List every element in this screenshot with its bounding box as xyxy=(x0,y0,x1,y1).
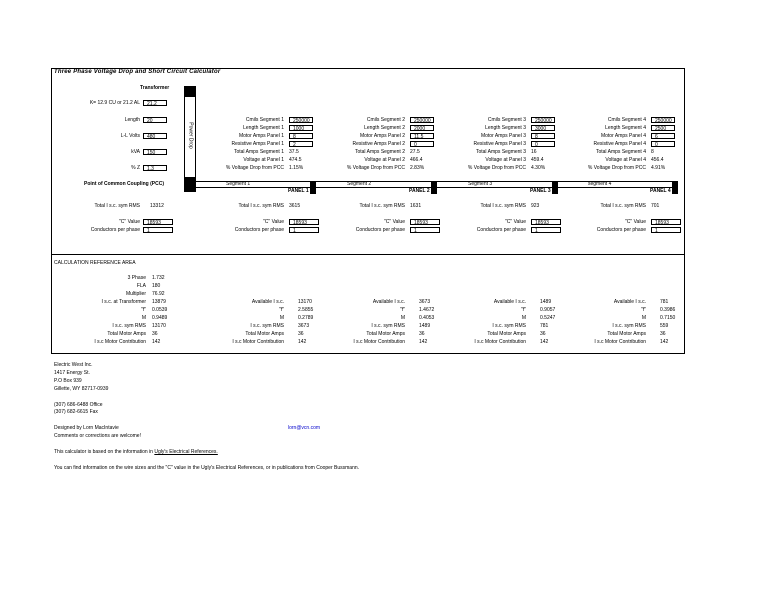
panel-4-isc-label: Total I s.c. sym RMS xyxy=(600,203,646,209)
ref-panel-3-value: 0.9057 xyxy=(540,307,556,313)
segment-1-label: Segment 1 xyxy=(226,181,251,187)
panel-1-motor-label: Motor Amps Panel 1 xyxy=(238,133,284,139)
ref-panel-4-label: Available I s.c. xyxy=(613,299,646,305)
ref-panel-3-label: Total Motor Amps xyxy=(487,331,526,337)
panel-1-cmils-input[interactable]: 250000 xyxy=(289,117,313,123)
panel-3-length-input[interactable]: 3000 xyxy=(531,125,555,131)
ref-panel-3-label: I s.c. sym RMS xyxy=(492,323,526,329)
segment-3-label: Segment 3 xyxy=(468,181,493,187)
panel-4-c-input[interactable]: 18593 xyxy=(651,219,681,225)
panel-1-c-input[interactable]: 18593 xyxy=(289,219,319,225)
ref-panel-1-label: Total Motor Amps xyxy=(245,331,284,337)
panel-2-isc-value: 1631 xyxy=(410,203,422,209)
ref-base-value: 36 xyxy=(152,331,158,337)
segment-4-label: segment 4 xyxy=(588,181,612,187)
panel-4-voltage-label: Voltage at Panel 4 xyxy=(605,157,646,163)
panel-2-resistive-label: Resistive Amps Panel 2 xyxy=(352,141,405,147)
transformer-c-label: "C" Value xyxy=(119,219,140,225)
transformer-isc-value: 13312 xyxy=(150,203,164,209)
panel-3-c-input[interactable]: 18593 xyxy=(531,219,561,225)
panel-2-title: PANEL 2 xyxy=(409,188,430,194)
ref-panel-1-value: 142 xyxy=(298,339,307,345)
panel-3-drop-label: % Voltage Drop from PCC xyxy=(467,165,526,171)
ref-panel-4-value: 142 xyxy=(660,339,669,345)
panel-3-title: PANEL 3 xyxy=(530,188,551,194)
panel-2-total-value: 27.5 xyxy=(410,149,420,155)
panel-2-cmils-label: Cmils Segment 2 xyxy=(366,117,405,123)
company-fax: (307) 682-6615 Fax xyxy=(54,409,98,415)
panel-2-motor-input[interactable]: 11.5 xyxy=(410,133,434,139)
ref-panel-2-label: Total Motor Amps xyxy=(366,331,405,337)
ref-base-label: 3 Phase xyxy=(127,275,146,281)
company-name: Electric West Inc. xyxy=(54,362,93,368)
length-label: Length xyxy=(124,117,140,123)
ref-panel-4-value: 0.3986 xyxy=(660,307,676,313)
panel-4-total-value: 8 xyxy=(651,149,654,155)
panel-2-voltage-label: Voltage at Panel 2 xyxy=(364,157,405,163)
panel-1-isc-value: 3615 xyxy=(289,203,301,209)
pz-input[interactable]: 1.3 xyxy=(143,165,167,171)
panel-4-c-label: "C" Value xyxy=(625,219,646,225)
kva-input[interactable]: 150 xyxy=(143,149,167,155)
panel-3-voltage-label: Voltage at Panel 3 xyxy=(485,157,526,163)
panel-3-motor-label: Motor Amps Panel 3 xyxy=(480,133,526,139)
panel-4-drop-label: % Voltage Drop from PCC xyxy=(587,165,646,171)
panel-3-length-label: Length Segment 3 xyxy=(485,125,526,131)
ref-base-label: Total Motor Amps xyxy=(107,331,146,337)
panel-1-cmils-label: Cmils Segment 1 xyxy=(245,117,284,123)
ll-volts-label: L-L Volts xyxy=(120,133,140,139)
panel-1-drop-value: 1.15% xyxy=(289,165,304,171)
panel-1-c-label: "C" Value xyxy=(263,219,284,225)
panel-2-block xyxy=(431,181,437,194)
panel-2-length-input[interactable]: 2000 xyxy=(410,125,434,131)
ref-panel-2-label: I s.c. sym RMS xyxy=(371,323,405,329)
ref-panel-2-label: "f" xyxy=(400,307,405,313)
panel-1-voltage-value: 474.5 xyxy=(289,157,302,163)
kva-label: kVA xyxy=(131,149,140,155)
ref-base-value: 142 xyxy=(152,339,161,345)
panel-1-title: PANEL 1 xyxy=(288,188,309,194)
panel-3-c-label: "C" Value xyxy=(505,219,526,225)
panel-3-block xyxy=(552,181,558,194)
ref-panel-1-label: I s.c. sym RMS xyxy=(250,323,284,329)
based-on-prefix: This calculator is based on the information in xyxy=(54,449,155,455)
panel-3-motor-input[interactable]: 8 xyxy=(531,133,555,139)
panel-4-resistive-label: Resistive Amps Panel 4 xyxy=(593,141,646,147)
ref-base-label: I s.c. at Transformer xyxy=(101,299,146,305)
based-on-text xyxy=(54,449,218,456)
panel-1-cond-input[interactable]: 1 xyxy=(289,227,319,233)
ref-base-label: FLA xyxy=(136,283,146,289)
panel-4-drop-value: 4.91% xyxy=(651,165,666,171)
panel-4-title: PANEL 4 xyxy=(650,188,671,194)
transformer-cond-input[interactable]: 1 xyxy=(143,227,173,233)
designed-by: Designed by Lorn MacIntavie xyxy=(54,425,119,431)
ref-panel-4-value: 781 xyxy=(660,299,669,305)
company-office-phone: (307) 686-6488 Office xyxy=(54,402,103,408)
comments-text: Comments or corrections are welcome! xyxy=(54,433,141,439)
panel-3-cmils-input[interactable]: 250000 xyxy=(531,117,555,123)
ref-panel-2-label: M xyxy=(400,315,405,321)
pcc-label: Point of Common Coupling (PCC) xyxy=(84,181,164,187)
panel-2-cond-input[interactable]: 1 xyxy=(410,227,440,233)
panel-4-resistive-input[interactable]: 0 xyxy=(651,141,675,147)
panel-1-motor-input[interactable]: 8 xyxy=(289,133,313,139)
ref-base-value: 1.732 xyxy=(152,275,165,281)
panel-2-cmils-input[interactable]: 250000 xyxy=(410,117,434,123)
ref-panel-1-value: 0.2789 xyxy=(298,315,314,321)
panel-2-voltage-value: 466.4 xyxy=(410,157,423,163)
ref-panel-4-label: I s.c Motor Contribution xyxy=(594,339,646,345)
ref-panel-3-value: 781 xyxy=(540,323,549,329)
company-street: 1417 Energy St. xyxy=(54,370,90,376)
ref-base-label: "f" xyxy=(141,307,146,313)
ref-panel-1-label: "f" xyxy=(279,307,284,313)
ref-panel-2-label: Available I s.c. xyxy=(372,299,405,305)
ref-base-value: 13879 xyxy=(152,299,166,305)
ref-panel-2-value: 0.4053 xyxy=(419,315,435,321)
panel-1-total-label: Total Amps Segment 1 xyxy=(233,149,284,155)
ref-base-value: 13170 xyxy=(152,323,166,329)
panel-3-resistive-label: Resistive Amps Panel 3 xyxy=(473,141,526,147)
ref-panel-4-label: M xyxy=(641,315,646,321)
ref-panel-1-value: 36 xyxy=(298,331,304,337)
panel-4-motor-input[interactable]: 6 xyxy=(651,133,675,139)
ll-volts-input[interactable]: 480 xyxy=(143,133,167,139)
panel-4-total-label: Total Amps Segment 4 xyxy=(595,149,646,155)
transformer-isc-label: Total I s.c. sym RMS xyxy=(94,203,140,209)
panel-4-length-input[interactable]: 2500 xyxy=(651,125,675,131)
transformer-c-input[interactable]: 18593 xyxy=(143,219,173,225)
ref-base-value: 76.92 xyxy=(152,291,165,297)
ref-panel-4-label: Total Motor Amps xyxy=(607,331,646,337)
k-input[interactable]: 21.2 xyxy=(143,100,167,106)
panel-3-total-value: 16 xyxy=(531,149,537,155)
panel-2-length-label: Length Segment 2 xyxy=(364,125,405,131)
panel-3-isc-label: Total I s.c. sym RMS xyxy=(480,203,526,209)
panel-1-resistive-label: Resistive Amps Panel 1 xyxy=(231,141,284,147)
panel-3-total-label: Total Amps Segment 3 xyxy=(475,149,526,155)
section-divider xyxy=(51,254,685,255)
panel-1-voltage-label: Voltage at Panel 1 xyxy=(243,157,284,163)
panel-3-drop-value: 4.30% xyxy=(531,165,546,171)
panel-1-total-value: 37.5 xyxy=(289,149,299,155)
ref-panel-4-label: I s.c. sym RMS xyxy=(612,323,646,329)
panel-4-motor-label: Motor Amps Panel 4 xyxy=(600,133,646,139)
ref-panel-3-label: I s.c Motor Contribution xyxy=(474,339,526,345)
transformer-cond-label: Conductors per phase xyxy=(90,227,140,233)
ref-panel-3-value: 142 xyxy=(540,339,549,345)
panel-2-resistive-input[interactable]: 0 xyxy=(410,141,434,147)
panel-1-drop-label: % Voltage Drop from PCC xyxy=(225,165,284,171)
ref-panel-1-label: M xyxy=(279,315,284,321)
panel-1-cond-label: Conductors per phase xyxy=(234,227,284,233)
panel-4-cond-label: Conductors per phase xyxy=(596,227,646,233)
ref-panel-3-label: Available I s.c. xyxy=(493,299,526,305)
ref-panel-1-label: Available I s.c. xyxy=(251,299,284,305)
page-title: Three Phase Voltage Drop and Short Circuit Calculator xyxy=(54,69,221,75)
ref-panel-4-value: 36 xyxy=(660,331,666,337)
ref-base-label: Multiplier xyxy=(125,291,146,297)
ref-panel-1-value: 3673 xyxy=(298,323,310,329)
email-link[interactable]: lorn@vcn.com xyxy=(288,425,321,431)
info-text: You can find information on the wire sizes and the "C" value in the Ugly's Electrical References, or in publications from Cooper Bussmann. xyxy=(54,465,360,471)
ref-panel-1-value: 2.5855 xyxy=(298,307,314,313)
transformer-label: Transformer xyxy=(140,85,170,91)
ref-panel-4-label: "f" xyxy=(641,307,646,313)
ref-panel-3-label: "f" xyxy=(521,307,526,313)
ref-panel-2-value: 36 xyxy=(419,331,425,337)
panel-3-voltage-value: 459.4 xyxy=(531,157,544,163)
panel-3-cmils-label: Cmils Segment 3 xyxy=(487,117,526,123)
panel-3-cond-label: Conductors per phase xyxy=(476,227,526,233)
company-city: Gillette, WY 82717-0939 xyxy=(54,386,109,392)
panel-4-voltage-value: 456.4 xyxy=(651,157,664,163)
panel-2-drop-value: 2.83% xyxy=(410,165,425,171)
panel-2-total-label: Total Amps Segment 2 xyxy=(354,149,405,155)
uglys-reference-link[interactable]: Ugly's Electrical References. xyxy=(154,449,218,455)
ref-panel-2-value: 3673 xyxy=(419,299,431,305)
panel-2-c-input[interactable]: 18593 xyxy=(410,219,440,225)
ref-panel-3-value: 0.5247 xyxy=(540,315,556,321)
power-drop-label: Power Drop xyxy=(187,122,194,149)
power-drop-bar-top xyxy=(184,86,196,96)
panel-4-cmils-label: Cmils Segment 4 xyxy=(607,117,646,123)
ref-panel-3-label: M xyxy=(521,315,526,321)
ref-base-value: 180 xyxy=(152,283,161,289)
panel-3-resistive-input[interactable]: 0 xyxy=(531,141,555,147)
ref-panel-1-value: 13170 xyxy=(298,299,312,305)
panel-4-length-label: Length Segment 4 xyxy=(605,125,646,131)
panel-1-length-label: Length Segment 1 xyxy=(243,125,284,131)
ref-panel-4-value: 559 xyxy=(660,323,669,329)
panel-1-isc-label: Total I s.c. sym RMS xyxy=(238,203,284,209)
power-drop-bar-bottom xyxy=(184,178,196,192)
ref-base-value: 0.0539 xyxy=(152,307,168,313)
panel-1-length-input[interactable]: 1000 xyxy=(289,125,313,131)
reference-title: CALCULATION REFERENCE AREA xyxy=(54,260,136,266)
panel-2-c-label: "C" Value xyxy=(384,219,405,225)
panel-4-isc-value: 701 xyxy=(651,203,660,209)
segment-2-label: Segment 2 xyxy=(347,181,372,187)
panel-4-cond-input[interactable]: 1 xyxy=(651,227,681,233)
panel-3-cond-input[interactable]: 1 xyxy=(531,227,561,233)
length-input[interactable]: 20 xyxy=(143,117,167,123)
ref-panel-1-label: I s.c Motor Contribution xyxy=(232,339,284,345)
ref-base-label: I s.c. sym RMS xyxy=(112,323,146,329)
pz-label: % Z xyxy=(131,165,140,171)
ref-panel-2-label: I s.c Motor Contribution xyxy=(353,339,405,345)
panel-2-motor-label: Motor Amps Panel 2 xyxy=(359,133,405,139)
ref-panel-2-value: 1.4672 xyxy=(419,307,435,313)
panel-4-block xyxy=(672,181,678,194)
ref-panel-2-value: 1489 xyxy=(419,323,431,329)
panel-1-resistive-input[interactable]: 2 xyxy=(289,141,313,147)
k-label: K= 12.9 CU or 21.2 AL xyxy=(89,100,140,106)
ref-panel-4-value: 0.7150 xyxy=(660,315,676,321)
ref-base-value: 0.9489 xyxy=(152,315,168,321)
panel-4-cmils-input[interactable]: 250000 xyxy=(651,117,675,123)
panel-2-isc-label: Total I s.c. sym RMS xyxy=(359,203,405,209)
ref-base-label: I s.c Motor Contribution xyxy=(94,339,146,345)
panel-2-cond-label: Conductors per phase xyxy=(355,227,405,233)
ref-panel-3-value: 36 xyxy=(540,331,546,337)
panel-2-drop-label: % Voltage Drop from PCC xyxy=(346,165,405,171)
ref-panel-3-value: 1489 xyxy=(540,299,552,305)
panel-3-isc-value: 923 xyxy=(531,203,540,209)
panel-1-block xyxy=(310,181,316,194)
ref-panel-2-value: 142 xyxy=(419,339,428,345)
ref-base-label: M xyxy=(141,315,146,321)
company-pobox: P.O Box 939 xyxy=(54,378,82,384)
